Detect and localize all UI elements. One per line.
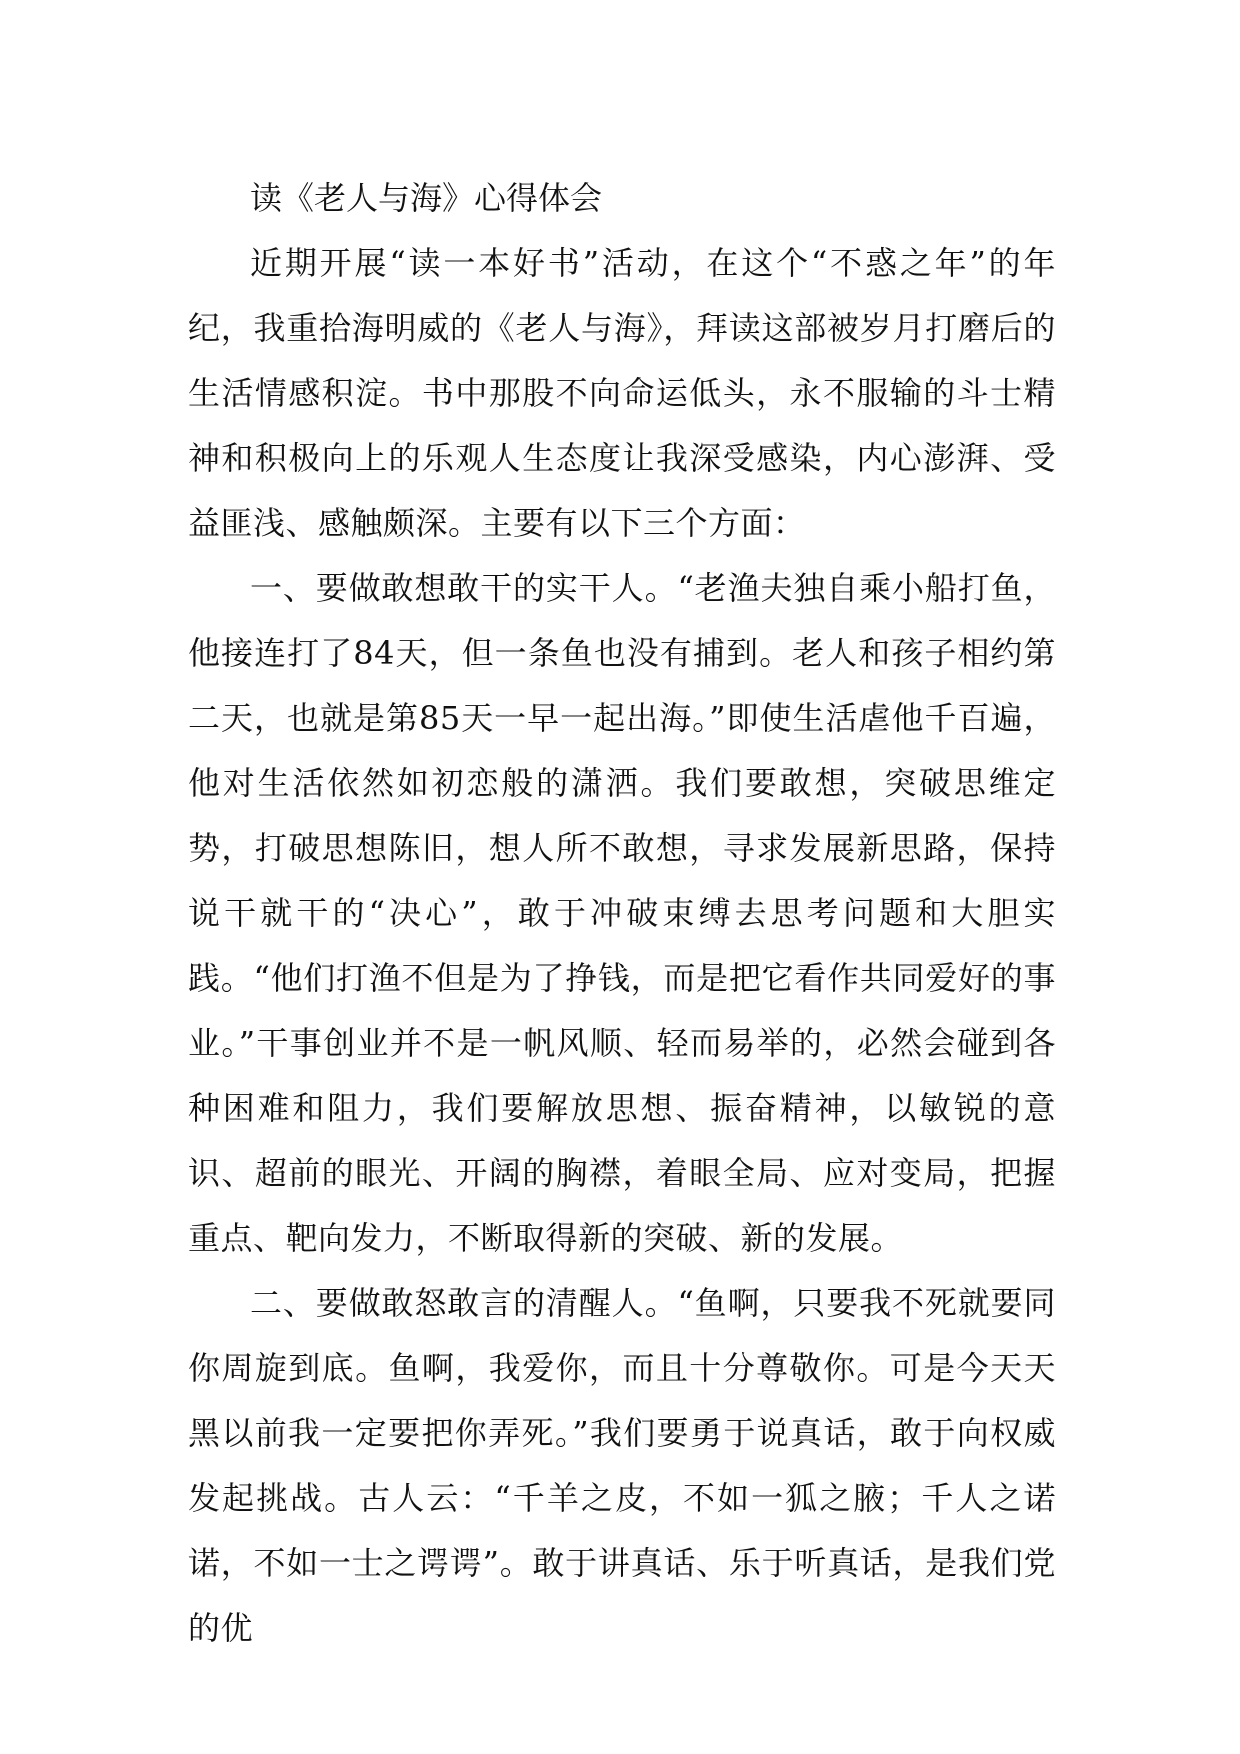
paragraph-intro: 近期开展“读一本好书”活动，在这个“不惑之年”的年纪，我重拾海明威的《老人与海》，拜读这部被岁月打磨后的生活情感积淀。书中那股不向命运低头，永不服输的斗士精神和积极向上的乐观人生态度让我深受感染，内心澎湃、受益匪浅、感触颇深。主要有以下三个方面： xyxy=(188,244,1056,542)
paragraph-point-one: 一、要做敢想敢干的实干人。“老渔夫独自乘小船打鱼，他接连打了84天，但一条鱼也没有捕到。老人和孩子相约第二天，也就是第85天一早一起出海。”即使生活虐他千百遍，他对生活依然如初恋般的潇洒。我们要敢想，突破思维定势，打破思想陈旧，想人所不敢想，寻求发展新思路，保持说干就干的“决心”，敢于冲破束缚去思考问题和大胆实践。“他们打渔不但是为了挣钱，而是把它看作共同爱好的事业。”干事创业并不是一帆风顺、轻而易举的，必然会碰到各种困难和阻力，我们要解放思想、振奋精神，以敏锐的意识、超前的眼光、开阔的胸襟，着眼全局、应对变局，把握重点、靶向发力，不断取得新的突破、新的发展。 xyxy=(188,569,1056,1257)
document-body xyxy=(188,166,1056,1661)
document-title: 读《老人与海》心得体会 xyxy=(250,179,603,217)
paragraph-point-two: 二、要做敢怒敢言的清醒人。“鱼啊，只要我不死就要同你周旋到底。鱼啊，我爱你，而且十分尊敬你。可是今天天黑以前我一定要把你弄死。”我们要勇于说真话，敢于向权威发起挑战。古人云：“千羊之皮，不如一狐之腋；千人之诺诺，不如一士之谔谔”。敢于讲真话、乐于听真话，是我们党的优 xyxy=(188,1284,1056,1647)
